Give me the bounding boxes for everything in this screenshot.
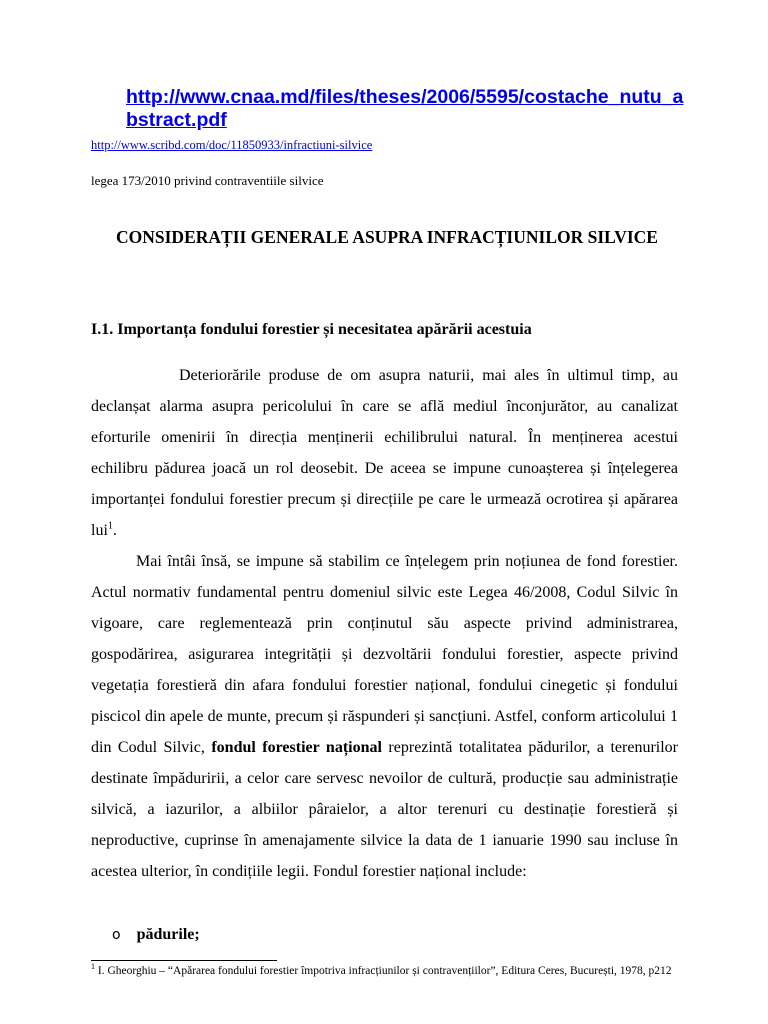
section-heading: I.1. Importanța fondului forestier și necesitatea apărării acestuia: [91, 321, 532, 338]
paragraph-2-text-before: Mai întâi însă, se impune să stabilim ce înțelegem prin noțiunea de fond forestier. Actul normativ fundamental pentru domeniul silvic este Legea 46/2008, Codul Silvic în vigoare, care reglementează prin conținutul său aspecte privind administrarea, gospodărirea, asigurarea integrității și dezvoltării fondului forestier, aspecte privind vegetația forestieră din afara fondului forestier național, fondului cinegetic și fondului piscicol din apele de munte, precum și răspunderi și sancțiuni. Astfel, conform articolului 1 din Codul Silvic,: [91, 553, 678, 756]
paragraph-1-end: .: [112, 522, 117, 539]
paragraph-1-text: Deteriorările produse de om asupra naturii, mai ales în ultimul timp, au declanșat alarma asupra pericolului în care se află mediul înconjurător, au canalizat eforturile omenirii în direcția menținerii echilibrului natural. În menținerea acestui echilibru pădurea joacă un rol deosebit. De aceea se impune cunoașterea și înțelegerea importanței fondului forestier precum și direcțiile pe care le urmează ocrotirea și apărarea lui: [91, 367, 678, 539]
footnote-number: 1: [91, 962, 95, 972]
paragraph-2-text-after: reprezintă totalitatea pădurilor, a terenurilor destinate împăduririi, a celor care servesc nevoilor de cultură, producție sau administrație silvică, a iazurilor, a albiilor pâraielor, a altor terenuri cu destinație forestieră și neproductive, cuprinse în amenajamente silvice la data de 1 ianuarie 1990 sau incluse în acestea ulterior, în condițiile legii. Fondul forestier național include:: [91, 739, 679, 880]
paragraph-1: [91, 360, 678, 546]
footnote-text: I. Gheorghiu – “Apărarea fondului forestier împotriva infracțiunilor și contravențiilor”, Editura Ceres, București, 1978, p212: [95, 965, 672, 977]
bullet-marker: o: [112, 927, 121, 943]
thesis-abstract-link[interactable]: http://www.cnaa.md/files/theses/2006/5595/costache_nutu_abstract.pdf: [126, 86, 684, 131]
list-item-label: pădurile;: [136, 926, 200, 943]
paragraph-2: [91, 546, 678, 887]
page-title: CONSIDERAȚII GENERALE ASUPRA INFRACȚIUNILOR SILVICE: [116, 227, 658, 247]
bold-term: fondul forestier național: [211, 739, 382, 756]
list-item: [112, 926, 200, 944]
footnote-separator: [91, 960, 277, 961]
footnote-ref[interactable]: 1: [107, 520, 113, 532]
law-reference: legea 173/2010 privind contraventiile silvice: [91, 173, 324, 188]
scribd-link[interactable]: http://www.scribd.com/doc/11850933/infractiuni-silvice: [91, 138, 373, 152]
footnote: [91, 964, 691, 979]
